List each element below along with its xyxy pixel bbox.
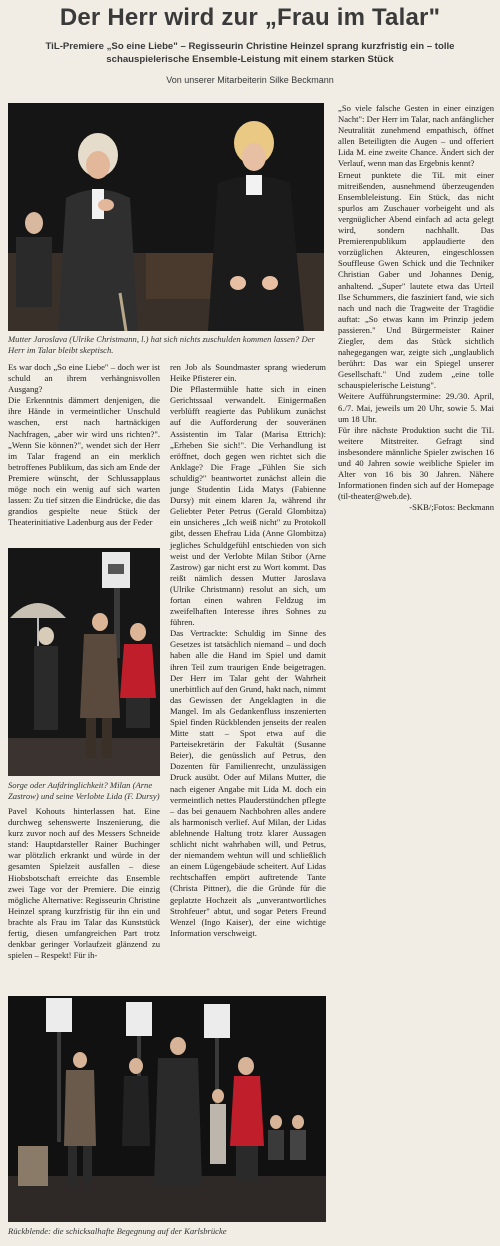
paragraph: Pavel Kohouts hinterlassen hat. Eine durchweg sehenswerte Inszenierung, die kurz zuvor noch auf des Messers Schneide stand: Hauptdarsteller Rainer Buchinger war plötzlich erkrankt und würde in der gesamten Spielzeit ausfallen – diese Hiobsbotschaft erreichte das Ensemble zwei Tage vor der Premiere. Die einzig mögliche Alternative: Regisseurin Christine Heinzel sprang kurzfristig für ihn ein und brachte als Frau im Talar das Kunststück fertig, diesen umfangreichen Part trotz denkbar geringer Vorlaufzeit glänzend zu spielen – Respekt! Für ih- <box>8 806 160 961</box>
photo-credit: -SKB/;Fotos: Beckmann <box>409 502 494 513</box>
photo-middle-caption: Sorge oder Aufdringlichkeit? Milan (Arne Zastrow) und seine Verlobte Lida (F. Dursy) <box>8 780 160 801</box>
paragraph: Das Vertrackte: Schuldig im Sinne des Gesetzes ist tatsächlich niemand – und doch haben alle die Hand im Spiel und damit ihren Teil zum traurigen Ende beigetragen. Der Herr im Talar geht der Wahrheit unerbittlich auf den Grund, hakt nach, nimmt das Gewissen der Angeklagten in die Mangel. Im als Gedankenfluss inszenierten Spiel finden Rückblenden jenseits der realen Mitte statt – Spot etwa auf die Parteisekretärin der Fakultät (Susanne Beier), die genüsslich auf Petrus, den Dozenten für Familienrecht, unzulässigen Druck ausübt. Oder auf Milans Mutter, die nach eigener Angabe mit Lida M. doch ein vermeintlich nettes Plauderstündchen pflegte – das bei genauem Nachbohren alles andere als harmonisch verlief. Auf Milan, der Lidas ablehnende Haltung trotz klarer Aussagen schlicht nicht wahrhaben will, und Petrus, der niemandem wehtun will und schließlich an einem Lügengebäude scheitert. Auf Lidas rechtschaffen empört auftretende Tante (Christa Pittner), die die Gründe für die geplatzte Hochzeit als „unverantwortliches Strohfeuer" abtut, und sogar Peters Freund Wenzel (Ingo Kaiser), der eine wichtige Information verschweigt. <box>170 628 326 938</box>
paragraph: Erneut punktete die TiL mit einer mitreißenden, ausnehmend überzeugenden Ensembleleistung. Ein Stück, das nicht spurlos am Zuschauer vorbeigeht und als vergnüglicher Abend einfach ad acta gelegt wird, sondern nachhallt. Das Premierenpublikum applaudierte den vorzüglichen Akteuren, eingeschlossen Souffleuse Gwen Schick und die Techniker Christian Gaber und Johannes Denig, anhaltend. „Super" lautete etwa das Urteil Ilse Schummers, die fasziniert fand, wie sich nach und nach die Tragweite der Tragödie auftat: „So etwas kann im Prinzip jedem passieren." Und Bürgermeister Rainer Ziegler, dem das Stück sichtlich nahegegangen war, zeigte sich „unglaublich berührt: Das war ein Spiegel unserer Gesellschaft." Und zudem „eine tolle schauspielerische Leistung". <box>338 169 494 391</box>
article-column-3 <box>338 103 494 513</box>
photo-middle <box>8 548 160 776</box>
photo-bottom <box>8 996 326 1222</box>
paragraph: Die Pflastermühle hatte sich in einen Gerichtssaal verwandelt. Einigermaßen verblüfft reagierte das Publikum zunächst auf die Aufforderung der souveränen Assistentin im Talar (Marisa Ettrich): „Erheben Sie sich!". Die Verhandlung ist eröffnet, doch gegen wen richtet sich die Anklage? Die Frage „Fühlen Sie sich schuldig?" beantwortet zunächst allein die junge Studentin Lida Matys (Fabienne Dursy) mit einem klaren Ja, während ihr Geliebter Peter Petrus (Gerald Glombitza) ein unsicheres „Ich weiß nicht" zu Protokoll gibt, dessen Ehefrau Lida (Anne Glombitza) jegliches Schuldgefühl entschieden von sich weist und der Verlobte Milan Stibor (Arne Zastrow) gar nicht erst zu Wort kommt. Das reißt nämlich dessen Mutter Jaroslava (Ulrike Christmann) resolut an sich, um fortan einen wahren Feldzug im zweifelhaften Interesse ihres Sohnes zu führen. <box>170 384 326 628</box>
paragraph: Für ihre nächste Produktion sucht die TiL weitere Mitstreiter. Gefragt sind insbesondere männliche Spieler zwischen 16 und 40 Jahren sowie weibliche Spieler im Alter von 16 bis 30 Jahren. Nähere Informationen finden sich auf der Homepage (til-theater@web.de). <box>338 424 494 502</box>
paragraph: Es war doch „So eine Liebe" – doch wer ist schuld an ihrem verhängnisvollen Ausgang? <box>8 362 160 395</box>
photo-bottom-caption: Rückblende: die schicksalhafte Begegnung auf der Karlsbrücke <box>8 1226 227 1236</box>
paragraph: Die Erkenntnis dämmert denjenigen, die ihre Hände in vermeintlicher Unschuld waschen, erst nach hartnäckigen Nachfragen, „aber wir wird uns richten?". „Wenn Sie können?", wendet sich der Herr im Talar fragend an ein merklich betroffenes Publikum, das sich am Ende der Premiere wünscht, der Schlussapplaus möge noch ein wenig auf sich warten lassen: Zu tief sitzen die Eindrücke, die das grandios gespielte neue Stück der Theaterinitiative Ladenburg aus der Feder <box>8 395 160 528</box>
photo-top-caption: Mutter Jaroslava (Ulrike Christmann, l.) hat sich nichts zuschulden kommen lassen? Der Herr im Talar bleibt skeptisch. <box>8 334 315 355</box>
article-column-1-bottom <box>8 806 160 961</box>
paragraph: ren Job als Soundmaster sprang wiederum Heike Pfisterer ein. <box>170 362 326 384</box>
article-byline: Von unserer Mitarbeiterin Silke Beckmann <box>166 75 334 85</box>
article-subheadline: TiL-Premiere „So eine Liebe" – Regisseurin Christine Heinzel sprang kurzfristig ein – tolle schauspielerische Ensemble-Leistung mit einem starken Stück <box>45 41 455 65</box>
paragraph: Weitere Aufführungstermine: 29./30. April, 6./7. Mai, jeweils um 20 Uhr, sowie 5. Mai um 18 Uhr. <box>338 391 494 424</box>
article-column-1-top <box>8 362 160 528</box>
paragraph: „So viele falsche Gesten in einer einzigen Nacht": Der Herr im Talar, nach anfänglicher Neutralität zunehmend empathisch, öffnet allen Beteiligten die Augen – und offeriert Lida M. eine zweite Chance. Ändert sich der Verlauf, wenn man das Ergebnis kennt? <box>338 103 494 169</box>
photo-top <box>8 103 324 331</box>
article-headline: Der Herr wird zur „Frau im Talar" <box>59 4 441 31</box>
article-column-2 <box>170 362 326 939</box>
